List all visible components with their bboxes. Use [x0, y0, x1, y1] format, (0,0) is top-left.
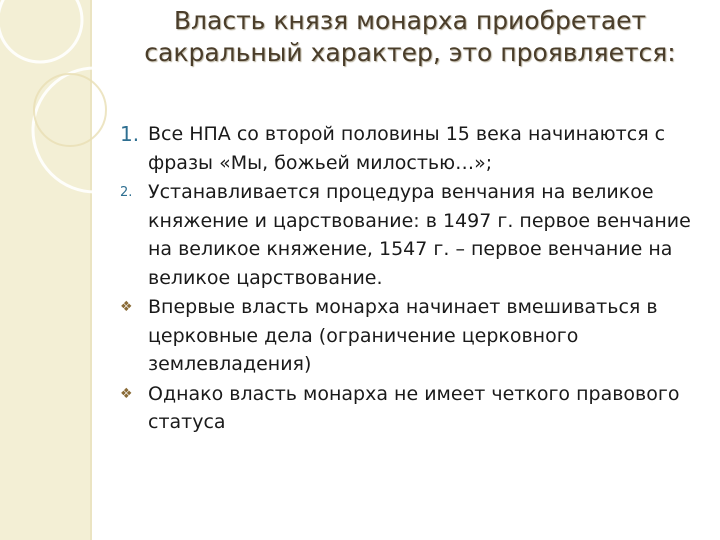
list-item — [120, 293, 700, 379]
list-number: 1. — [120, 122, 140, 146]
list-item-text: Однако власть монарха не имеет четкого правового статуса — [148, 382, 680, 433]
list-item-text: Устанавливается процедура венчания на великое княжение и царствование: в 1497 г. первое венчание на великое княжение, 1547 г. – первое венчание на великое царствование. — [148, 181, 691, 289]
list-item-text: Впервые власть монарха начинает вмешиваться в церковные дела (ограничение церковного землевладения) — [148, 296, 658, 375]
list-item-text: Все НПА со второй половины 15 века начинаются с фразы «Мы, божьей милостью…»; — [148, 123, 666, 174]
list-item — [120, 380, 700, 437]
diamond-bullet-icon: ❖ — [120, 385, 133, 402]
diamond-bullet-icon: ❖ — [120, 299, 133, 315]
list-number: 2. — [120, 185, 133, 200]
list-item — [120, 178, 700, 292]
content-list — [120, 120, 700, 438]
slide-title: Власть князя монарха приобретает сакральный характер, это проявляется: — [144, 6, 676, 67]
list-item — [120, 120, 700, 177]
